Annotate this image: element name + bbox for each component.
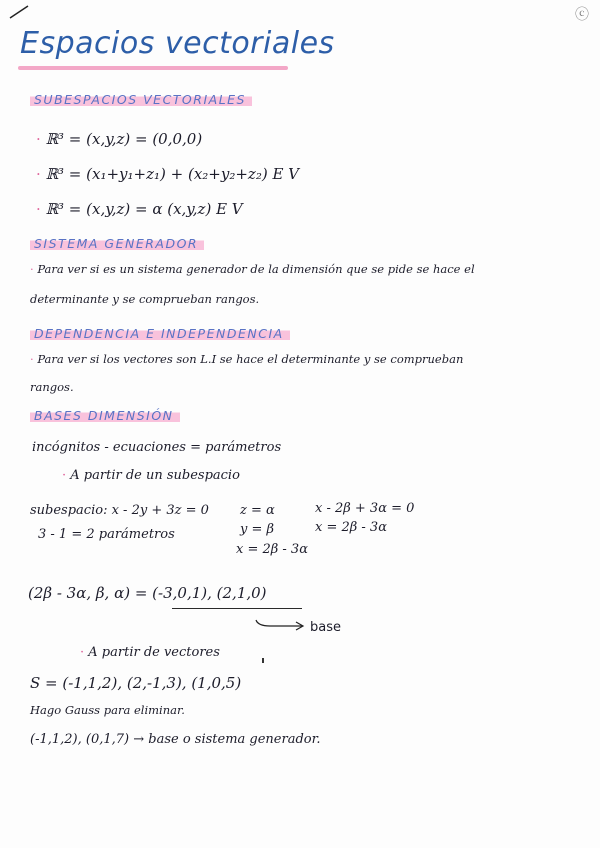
sistema-text-2: determinante y se comprueban rangos.	[30, 292, 260, 306]
a-partir-vectores	[80, 645, 220, 660]
subespacio-line-2	[36, 165, 299, 183]
set-s: S = (-1,1,2), (2,-1,3), (1,0,5)	[30, 674, 242, 692]
dependencia-text-2: rangos.	[30, 380, 74, 394]
bullet: ·	[36, 200, 41, 218]
sistema-text-1-content: Para ver si es un sistema generador de la dimensión que se pide se hace el	[37, 262, 475, 276]
bullet: ·	[36, 130, 41, 148]
subespacio-line-3-text: ℝ³ = (x,y,z) = α (x,y,z) E V	[45, 200, 243, 218]
base-label: base	[310, 620, 341, 635]
corner-mark: ⓒ	[575, 7, 589, 23]
z-param: z = α	[240, 503, 275, 518]
a-partir-subespacio	[62, 468, 240, 483]
subespacio-line-2-text: ℝ³ = (x₁+y₁+z₁) + (x₂+y₂+z₂) E V	[45, 165, 300, 183]
base-underline	[172, 608, 302, 609]
section-bases-dimension: BASES DIMENSIÓN	[30, 408, 180, 423]
subespacio-line-3	[36, 200, 243, 218]
vector-expression: (2β - 3α, β, α) = (-3,0,1), (2,1,0)	[28, 584, 267, 602]
subespacio-line-1	[36, 130, 202, 148]
section-sistema-generador: SISTEMA GENERADOR	[30, 236, 204, 251]
page-title: Espacios vectoriales	[20, 26, 335, 61]
bullet: ·	[80, 645, 85, 660]
pen-dot	[262, 658, 264, 663]
base-arrow-icon	[250, 616, 310, 632]
solve-step-2: x = 2β - 3α	[315, 520, 387, 535]
dependencia-text-1-content: Para ver si los vectores son L.I se hace el determinante y se comprueban	[37, 352, 464, 366]
y-param: y = β	[240, 522, 275, 537]
a-partir-vectores-text: A partir de vectores	[88, 645, 220, 660]
title-pencil-stroke	[6, 2, 46, 22]
incognitas-line: incógnitos - ecuaciones = parámetros	[32, 440, 282, 455]
bullet: ·	[62, 468, 67, 483]
parameter-count: 3 - 1 = 2 parámetros	[38, 527, 175, 542]
subespacio-line-1-text: ℝ³ = (x,y,z) = (0,0,0)	[45, 130, 203, 148]
section-dependencia: DEPENDENCIA E INDEPENDENCIA	[30, 326, 290, 341]
result-line: (-1,1,2), (0,1,7) → base o sistema generador.	[30, 732, 321, 747]
subespacio-equation: subespacio: x - 2y + 3z = 0	[30, 503, 209, 518]
x-param: x = 2β - 3α	[236, 542, 308, 557]
bullet: ·	[30, 262, 34, 276]
dependencia-text-1	[30, 352, 463, 366]
section-subespacios: SUBESPACIOS VECTORIALES	[30, 92, 252, 107]
a-partir-subespacio-text: A partir de un subespacio	[70, 468, 240, 483]
sistema-text-1	[30, 262, 475, 276]
title-underline	[18, 66, 288, 70]
bullet: ·	[36, 165, 41, 183]
solve-step-1: x - 2β + 3α = 0	[315, 501, 415, 516]
gauss-note: Hago Gauss para eliminar.	[30, 703, 185, 717]
bullet: ·	[30, 352, 34, 366]
